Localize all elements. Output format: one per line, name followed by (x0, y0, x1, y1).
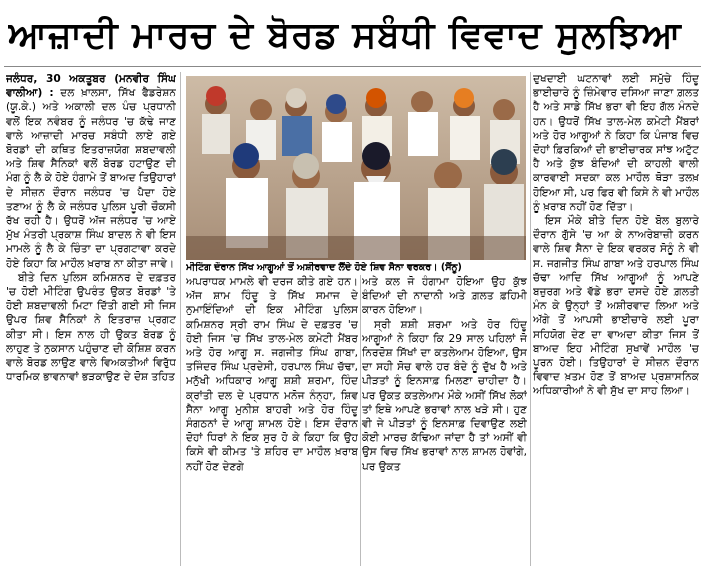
column-divider (180, 72, 181, 566)
news-photo (186, 76, 526, 260)
paragraph: ਦੁਖਦਾਈ ਘਟਨਾਵਾਂ ਲਈ ਸਮੁੱਚੇ ਹਿੰਦੂ ਭਾਈਚਾਰੇ ਨੂੰ ਜ਼ਿੰਮੇਵਾਰ ਦਸਿਆ ਜਾਣਾ ਗ਼ਲਤ ਹੈ ਅਤੇ ਸਾਡੇ ਸਿੱਖ ਭਰਾ ਵੀ ਇਹ ਗੱਲ ਮੰਨਦੇ ਹਨ। ਉਧਰੋਂ ਸਿੱਖ ਤਾਲ-ਮੇਲ ਕਮੇਟੀ ਮੈਂਬਰਾਂ ਅਤੇ ਹੋਰ ਆਗੂਆਂ ਨੇ ਕਿਹਾ ਕਿ ਪੰਜਾਬ ਵਿਚ ਦੋਹਾਂ ਫ਼ਿਰਕਿਆਂ ਦੀ ਭਾਈਚਾਰਕ ਸਾਂਝ ਅਟੁੱਟ ਹੈ ਅਤੇ ਕੁੱਝ ਬੰਦਿਆਂ ਦੀ ਕਾਹਲੀ ਵਾਲੀ ਕਾਰਵਾਈ ਸਦਕਾ ਕਲ ਮਾਹੌਲ ਥੋੜਾ ਤਲਖ਼ ਹੋਇਆ ਸੀ, ਪਰ ਫਿਰ ਵੀ ਕਿਸੇ ਨੇ ਵੀ ਮਾਹੌਲ ਨੂੰ ਖ਼ਰਾਬ ਨਹੀਂ ਹੋਣ ਦਿੱਤਾ। (533, 73, 699, 213)
group-photo-illustration (186, 76, 526, 260)
headline-rule (4, 66, 701, 67)
headline: ਆਜ਼ਾਦੀ ਮਾਰਚ ਦੇ ਬੋਰਡ ਸਬੰਧੀ ਵਿਵਾਦ ਸੁਲਝਿਆ (8, 15, 682, 56)
paragraph: ਅਪਰਾਧਕ ਮਾਮਲੇ ਵੀ ਦਰਜ ਕੀਤੇ ਗਏ ਹਨ। ਅੱਜ ਸ਼ਾਮ ਹਿੰਦੂ ਤੇ ਸਿੱਖ ਸਮਾਜ ਦੇ ਨੁਮਾਇੰਦਿਆਂ ਦੀ ਇਕ ਮੀਟਿੰਗ ਪੁਲਿਸ ਕਮਿਸ਼ਨਰ ਸ੍ਰੀ ਰਾਮ ਸਿੰਘ ਦੇ ਦਫ਼ਤਰ 'ਚ ਹੋਈ ਜਿਸ 'ਚ ਸਿੱਖ ਤਾਲ-ਮੇਲ ਕਮੇਟੀ ਮੈਂਬਰ ਅਤੇ ਹੋਰ ਆਗੂ ਸ. ਜਗਜੀਤ ਸਿੰਘ ਗਾਬਾ, ਤਜਿੰਦਰ ਸਿੰਘ ਪ੍ਰਦੇਸੀ, ਹਰਪਾਲ ਸਿੰਘ ਚੱਢਾ, ਮਨੁੱਖੀ ਅਧਿਕਾਰ ਆਗੂ ਸ਼ਸ਼ੀ ਸ਼ਰਮਾ, ਹਿੰਦ ਕ੍ਰਾਂਤੀ ਦਲ ਦੇ ਪ੍ਰਧਾਨ ਮਨੋਜ ਨੰਨ੍ਹਾ, ਸ਼ਿਵ ਸੈਨਾ ਆਗੂ ਮੁਨੀਸ਼ ਬਾਹਰੀ ਅਤੇ ਹੋਰ ਹਿੰਦੂ ਸੰਗਠਨਾਂ ਦੇ ਆਗੂ ਸ਼ਾਮਲ ਹੋਏ। ਇਸ ਦੌਰਾਨ ਦੋਹਾਂ ਧਿਰਾਂ ਨੇ ਇਕ ਸੁਰ ਹੋ ਕੇ ਕਿਹਾ ਕਿ ਉਹ ਕਿਸੇ ਵੀ ਕੀਮਤ 'ਤੇ ਸ਼ਹਿਰ ਦਾ ਮਾਹੌਲ ਖ਼ਰਾਬ ਨਹੀਂ ਹੋਣ ਦੇਣਗੇ (186, 276, 358, 473)
dateline: ਜਲੰਧਰ, 30 ਅਕਤੂਬਰ (ਮਨਵੀਰ ਸਿੰਘ ਵਾਲੀਆ) : (6, 73, 176, 100)
paragraph-text: ਦਲ ਖ਼ਾਲਸਾ, ਸਿੱਖ ਫੈਡਰੇਸ਼ਨ (ਯੂ.ਕੇ.) ਅਤੇ ਅਕਾਲੀ ਦਲ ਪੰਚ ਪ੍ਰਧਾਨੀ ਵਲੋਂ ਇਕ ਨਵੰਬਰ ਨੂੰ ਜਲੰਧਰ 'ਚ ਕੱਢੇ ਜਾਣ ਵਾਲੇ ਆਜ਼ਾਦੀ ਮਾਰਚ ਸਬੰਧੀ ਲਾਏ ਗਏ ਬੋਰਡਾਂ ਦੀ ਕਥਿਤ ਇਤਰਾਜ਼ਯੋਗ ਸ਼ਬਦਾਵਲੀ ਅਤੇ ਸ਼ਿਵ ਸੈਨਿਕਾਂ ਵਲੋਂ ਬੋਰਡ ਹਟਾਉਣ ਦੀ ਮੰਗ ਨੂੰ ਲੈ ਕੇ ਹੋਏ ਹੰਗਾਮੇ ਤੋਂ ਬਾਅਦ ਤਿਉਹਾਰਾਂ ਦੇ ਸੀਜ਼ਨ ਦੌਰਾਨ ਜਲੰਧਰ 'ਚ ਪੈਦਾ ਹੋਏ ਤਣਾਅ ਨੂੰ ਲੈ ਕੇ ਜਲੰਧਰ ਪੁਲਿਸ ਪੂਰੀ ਚੌਕਸੀ ਰੱਖ ਰਹੀ ਹੈ। ਉਧਰੋਂ ਅੱਜ ਜਲੰਧਰ 'ਚ ਆਏ ਮੁੱਖ ਮੰਤਰੀ ਪ੍ਰਕਾਸ਼ ਸਿੰਘ ਬਾਦਲ ਨੇ ਵੀ ਇਸ ਮਾਮਲੇ ਨੂੰ ਲੈ ਕੇ ਚਿੰਤਾ ਦਾ ਪ੍ਰਗਟਾਵਾ ਕਰਦੇ ਹੋਏ ਕਿਹਾ ਕਿ ਮਾਹੌਲ ਖ਼ਰਾਬ ਨਾ ਕੀਤਾ ਜਾਵੇ। (6, 87, 176, 270)
photo-caption: ਮੀਟਿੰਗ ਦੌਰਾਨ ਸਿੱਖ ਆਗੂਆਂ ਤੋਂ ਅਸ਼ੀਰਵਾਦ ਲੈਂਦੇ ਹੋਏ ਸ਼ਿਵ ਸੈਨਾ ਵਰਕਰ। (ਸੈਂਨੂ) (186, 262, 462, 273)
column-4 (533, 72, 699, 566)
paragraph: ਬੀਤੇ ਦਿਨ ਪੁਲਿਸ ਕਮਿਸ਼ਨਰ ਦੇ ਦਫ਼ਤਰ 'ਚ ਹੋਈ ਮੀਟਿੰਗ ਉਪਰੰਤ ਉਕਤ ਬੋਰਡਾਂ 'ਤੇ ਹੋਈ ਸ਼ਬਦਾਵਲੀ ਮਿਟਾ ਦਿੱਤੀ ਗਈ ਸੀ ਜਿਸ ਉਪਰ ਸ਼ਿਵ ਸੈਨਿਕਾਂ ਨੇ ਇਤਰਾਜ਼ ਪ੍ਰਗਟ ਕੀਤਾ ਸੀ। ਇਸ ਨਾਲ ਹੀ ਉਕਤ ਬੋਰਡ ਨੂੰ ਲਾਹੁਣ ਤੇ ਨੁਕਸਾਨ ਪਹੁੰਚਾਣ ਦੀ ਕੋਸ਼ਿਸ਼ ਕਰਨ ਵਾਲੇ ਬੋਰਡ ਲਾਉਣ ਵਾਲੇ ਵਿਅਕਤੀਆਂ ਵਿਰੁੱਧ ਧਾਰਮਿਕ ਭਾਵਨਾਵਾਂ ਭੜਕਾਉਣ ਦੇ ਦੋਸ਼ ਤਹਿਤ (6, 271, 176, 384)
column-divider (530, 72, 531, 566)
column-divider (360, 275, 361, 566)
paragraph: ਸ੍ਰੀ ਸ਼ਸ਼ੀ ਸ਼ਰਮਾ ਅਤੇ ਹੋਰ ਹਿੰਦੂ ਆਗੂਆਂ ਨੇ ਕਿਹਾ ਕਿ 29 ਸਾਲ ਪਹਿਲਾਂ ਜੋ ਨਿਰਦੋਸ਼ ਸਿੱਖਾਂ ਦਾ ਕਤਲੇਆਮ ਹੋਇਆ, ਉਸ ਦਾ ਸਹੀ ਸੋਚ ਵਾਲੇ ਹਰ ਬੰਦੇ ਨੂੰ ਦੁੱਖ ਹੈ ਅਤੇ ਪੀੜਤਾਂ ਨੂੰ ਇਨਸਾਫ਼ ਮਿਲਣਾ ਚਾਹੀਦਾ ਹੈ। ਪਰ ਉਕਤ ਕਤਲੇਆਮ ਮੌਕੇ ਅਸੀਂ ਸਿੱਖ ਲੋਕਾਂ ਤਾਂ ਇਥੇ ਆਪਣੇ ਭਰਾਵਾਂ ਨਾਲ ਖੜੇ ਸੀ। ਹੁਣ ਵੀ ਜੇ ਪੀੜਤਾਂ ਨੂੰ ਇਨਸਾਫ਼ ਦਿਵਾਉਣ ਲਈ ਕੋਈ ਮਾਰਚ ਕੱਢਿਆ ਜਾਂਦਾ ਹੈ ਤਾਂ ਅਸੀਂ ਵੀ ਉਸ ਵਿਚ ਸਿੱਖ ਭਰਾਵਾਂ ਨਾਲ ਸ਼ਾਮਲ ਹੋਵਾਂਗੇ, ਪਰ ਉਕਤ (362, 318, 527, 473)
column-1 (6, 72, 176, 566)
paragraph (6, 72, 176, 271)
column-3 (362, 275, 527, 566)
paragraph: ਇਸ ਮੌਕੇ ਬੀਤੇ ਦਿਨ ਹੋਏ ਬੋਲ ਬੁਲਾਰੇ ਦੌਰਾਨ ਗੁੱਸੇ 'ਚ ਆ ਕੇ ਨਾਅਰੇਬਾਜ਼ੀ ਕਰਨ ਵਾਲੇ ਸ਼ਿਵ ਸੈਨਾ ਦੇ ਇਕ ਵਰਕਰ ਸੋਨੂੰ ਨੇ ਵੀ ਸ. ਜਗਜੀਤ ਸਿੰਘ ਗਾਬਾ ਅਤੇ ਹਰਪਾਲ ਸਿੰਘ ਚੱਢਾ ਆਦਿ ਸਿੱਖ ਆਗੂਆਂ ਨੂੰ ਆਪਣੇ ਬਜ਼ੁਰਗ ਅਤੇ ਵੱਡੇ ਭਰਾ ਦਸਦੇ ਹੋਏ ਗ਼ਲਤੀ ਮੰਨ ਕੇ ਉਨ੍ਹਾਂ ਤੋਂ ਅਸ਼ੀਰਵਾਦ ਲਿਆ ਅਤੇ ਅੱਗੇ ਤੋਂ ਆਪਸੀ ਭਾਈਚਾਰੇ ਲਈ ਪੂਰਾ ਸਹਿਯੋਗ ਦੇਣ ਦਾ ਵਾਅਦਾ ਕੀਤਾ ਜਿਸ ਤੋਂ ਬਾਅਦ ਇਹ ਮੀਟਿੰਗ ਸੁਖਾਵੇਂ ਮਾਹੌਲ 'ਚ ਪੂਰਨ ਹੋਈ। ਤਿਉਹਾਰਾਂ ਦੇ ਸੀਜ਼ਨ ਦੌਰਾਨ ਵਿਵਾਦ ਖ਼ਤਮ ਹੋਣ ਤੋਂ ਬਾਅਦ ਪ੍ਰਸ਼ਾਸਨਿਕ ਅਧਿਕਾਰੀਆਂ ਨੇ ਵੀ ਸੁੱਖ ਦਾ ਸਾਹ ਲਿਆ। (533, 215, 699, 398)
column-2 (186, 275, 358, 566)
paragraph: ਅਤੇ ਕਲ ਜੋ ਹੰਗਾਮਾ ਹੋਇਆ ਉਹ ਕੁੱਝ ਬੰਦਿਆਂ ਦੀ ਨਾਦਾਨੀ ਅਤੇ ਗ਼ਲਤ ਫ਼ਹਿਮੀ ਕਾਰਨ ਹੋਇਆ। (362, 276, 527, 317)
